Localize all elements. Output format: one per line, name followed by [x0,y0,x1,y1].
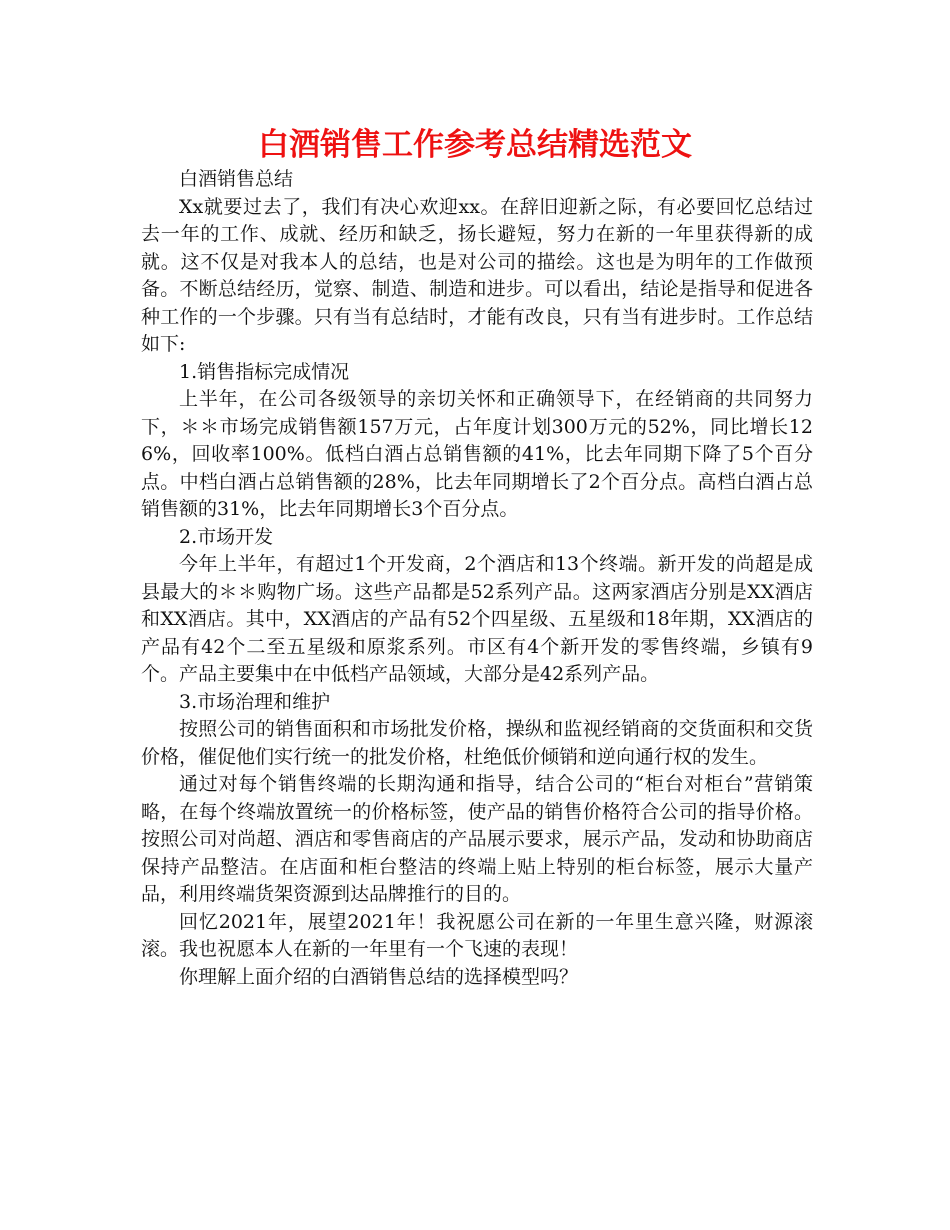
paragraph: 回忆2021年，展望2021年！我祝愿公司在新的一年里生意兴隆，财源滚滚。我也祝愿本人在新的一年里有一个飞速的表现！ [141,910,813,960]
paragraph: 你理解上面介绍的白酒销售总结的选择模型吗？ [179,965,579,988]
paragraph: 今年上半年，有超过1个开发商，2个酒店和13个终端。新开发的尚超是成县最大的＊＊购物广场。这些产品都是52系列产品。这两家酒店分别是XX酒店和XX酒店。其中，XX酒店的产品有52个四星级、五星级和18年期，XX酒店的产品有42个二至五星级和原浆系列。市区有4个新开发的零售终端，乡镇有9个。产品主要集中在中低档产品领域，大部分是42系列产品。 [141,553,813,685]
paragraph: Xx就要过去了，我们有决心欢迎xx。在辞旧迎新之际，有必要回忆总结过去一年的工作、成就、经历和缺乏，扬长避短，努力在新的一年里获得新的成就。这不仅是对我本人的总结，也是对公司的描绘。这也是为明年的工作做预备。不断总结经历，觉察、制造、制造和进步。可以看出，结论是指导和促进各种工作的一个步骤。只有当有总结时，才能有改良，只有当有进步时。工作总结如下: [141,195,813,355]
section-heading: 1.销售指标完成情况 [179,360,350,383]
section-heading: 3.市场治理和维护 [179,690,331,713]
document-title: 白酒销售工作参考总结精选范文 [258,127,692,163]
paragraph: 通过对每个销售终端的长期沟通和指导，结合公司的“柜台对柜台”营销策略，在每个终端放置统一的价格标签，使产品的销售价格符合公司的指导价格。按照公司对尚超、酒店和零售商店的产品展示要求，展示产品，发动和协助商店保持产品整洁。在店面和柜台整洁的终端上贴上特别的柜台标签，展示大量产品，利用终端货架资源到达品牌推行的目的。 [141,773,813,905]
document-body [141,166,813,991]
paragraph: 按照公司的销售面积和市场批发价格，操纵和监视经销商的交货面积和交货价格，催促他们实行统一的批发价格，杜绝低价倾销和逆向通行权的发生。 [141,718,813,768]
section-heading: 2.市场开发 [179,525,274,548]
paragraph: 上半年，在公司各级领导的亲切关怀和正确领导下，在经销商的共同努力下，＊＊市场完成销售额157万元，占年度计划300万元的52%，同比增长126%，回收率100%。低档白酒占总销售额的41%，比去年同期下降了5个百分点。中档白酒占总销售额的28%，比去年同期增长了2个百分点。高档白酒占总销售额的31%，比去年同期增长3个百分点。 [141,388,813,520]
paragraph-heading: 白酒销售总结 [179,168,294,190]
